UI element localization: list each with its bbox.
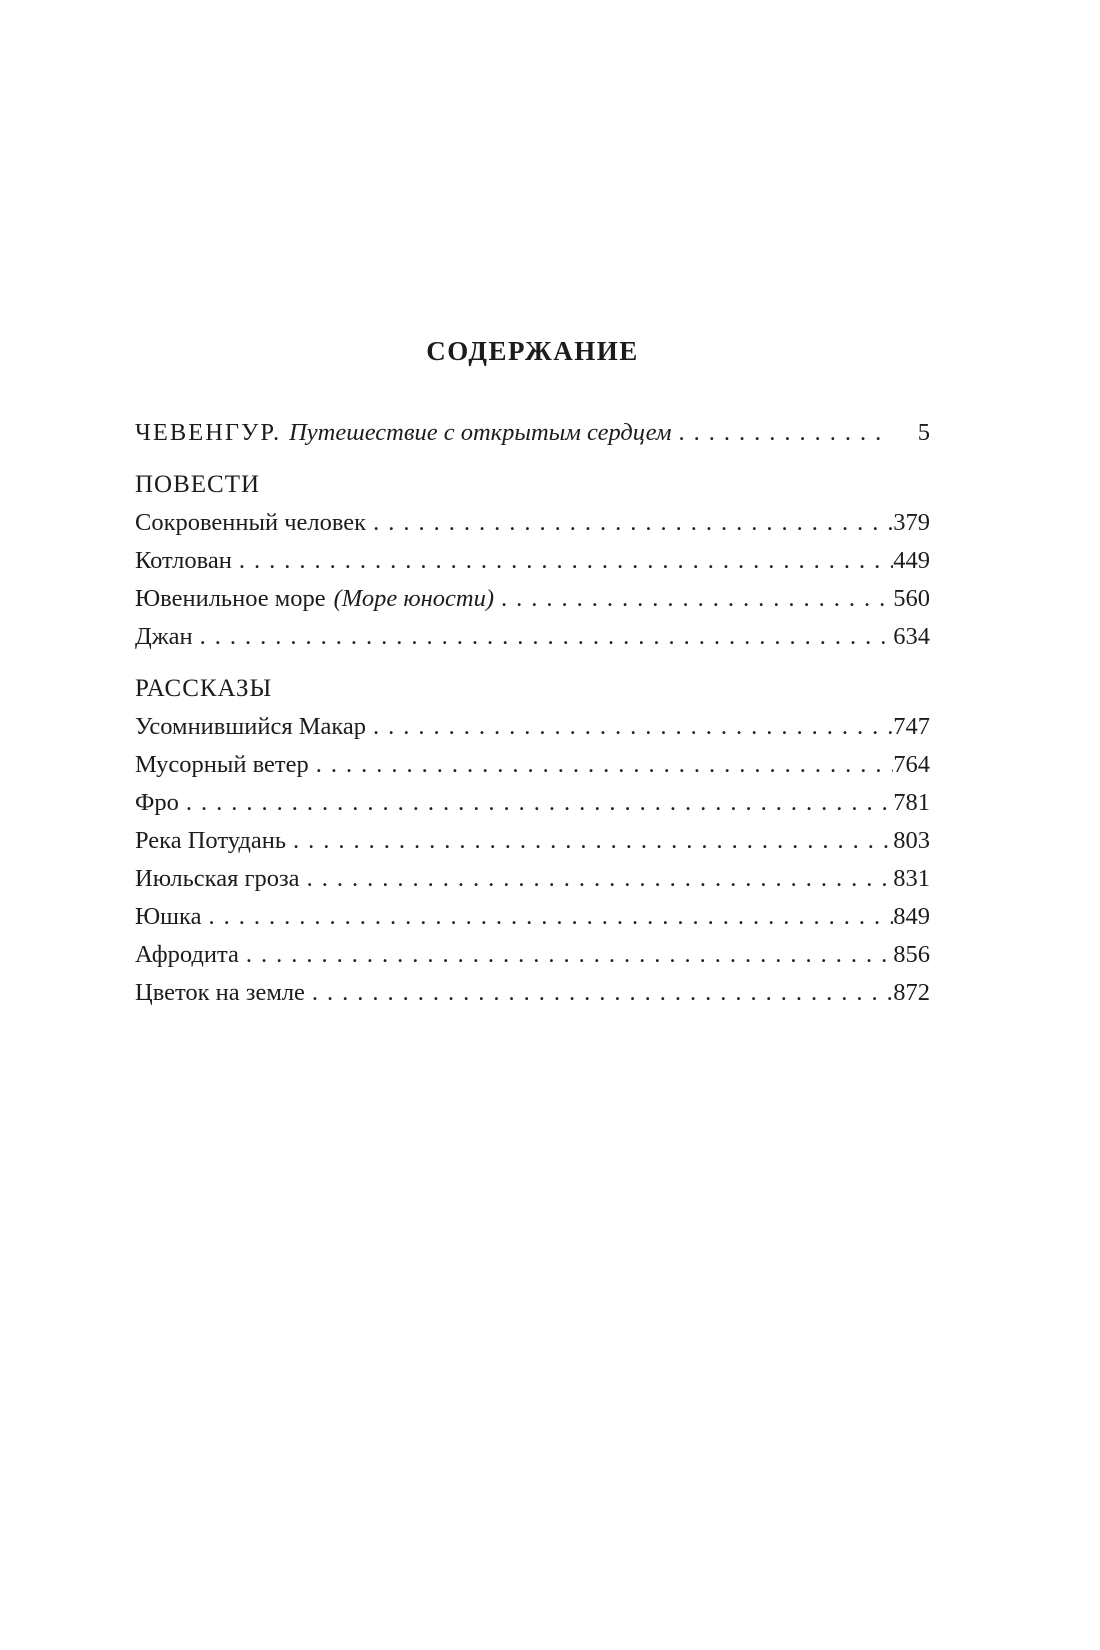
entry-title: ЧЕВЕНГУР.	[135, 419, 282, 446]
toc-entry	[135, 580, 930, 618]
toc-entry	[135, 542, 930, 580]
page-number: 634	[893, 623, 930, 650]
entry-title: Афродита	[135, 941, 239, 968]
entry-title: Фро	[135, 789, 179, 816]
entry-subtitle: (Море юности)	[333, 585, 495, 612]
entry-title: Цветок на земле	[135, 979, 305, 1006]
dot-leader	[373, 504, 893, 542]
dot-leader	[246, 936, 893, 974]
page-number: 872	[893, 979, 930, 1006]
page-number: 379	[893, 509, 930, 536]
toc-entry	[135, 618, 930, 656]
dot-leader	[316, 746, 894, 784]
page-number: 449	[893, 547, 930, 574]
dot-leader	[307, 860, 894, 898]
dot-leader	[186, 784, 893, 822]
toc-entry	[135, 504, 930, 542]
dot-leader	[200, 618, 894, 656]
toc-entry	[135, 822, 930, 860]
toc-entry	[135, 784, 930, 822]
toc-entry-chevengur	[135, 414, 930, 452]
entry-title: Ювенильное море	[135, 585, 326, 612]
dot-leader	[373, 708, 893, 746]
entry-title: Усомнившийся Макар	[135, 713, 367, 740]
toc-entry	[135, 898, 930, 936]
section-heading-povesti: ПОВЕСТИ	[135, 471, 261, 498]
dot-leader	[501, 580, 893, 618]
dot-leader	[679, 414, 890, 452]
entry-title: Сокровенный человек	[135, 509, 367, 536]
entry-title: Юшка	[135, 903, 202, 930]
entry-title: Река Потудань	[135, 827, 287, 854]
entry-subtitle: Путешествие с открытым сердцем	[289, 419, 672, 446]
page-number: 856	[893, 941, 930, 968]
page-number: 831	[893, 865, 930, 892]
toc-entry	[135, 974, 930, 1012]
entry-title: Котлован	[135, 547, 232, 574]
toc-entry	[135, 860, 930, 898]
page-number: 803	[893, 827, 930, 854]
page-number: 5	[917, 419, 930, 446]
dot-leader	[208, 898, 893, 936]
page-number: 764	[893, 751, 930, 778]
entry-title: Джан	[135, 623, 193, 650]
page-number: 560	[893, 585, 930, 612]
section-heading-rasskazy: РАССКАЗЫ	[135, 675, 273, 702]
page-title: СОДЕРЖАНИЕ	[426, 336, 639, 366]
entry-title: Мусорный ветер	[135, 751, 309, 778]
toc-entry	[135, 936, 930, 974]
page-number: 747	[893, 713, 930, 740]
entry-title: Июльская гроза	[135, 865, 300, 892]
page-number: 781	[893, 789, 930, 816]
toc-entry	[135, 708, 930, 746]
dot-leader	[239, 542, 893, 580]
dot-leader	[312, 974, 893, 1012]
toc-entry	[135, 746, 930, 784]
page-number: 849	[893, 903, 930, 930]
dot-leader	[293, 822, 893, 860]
